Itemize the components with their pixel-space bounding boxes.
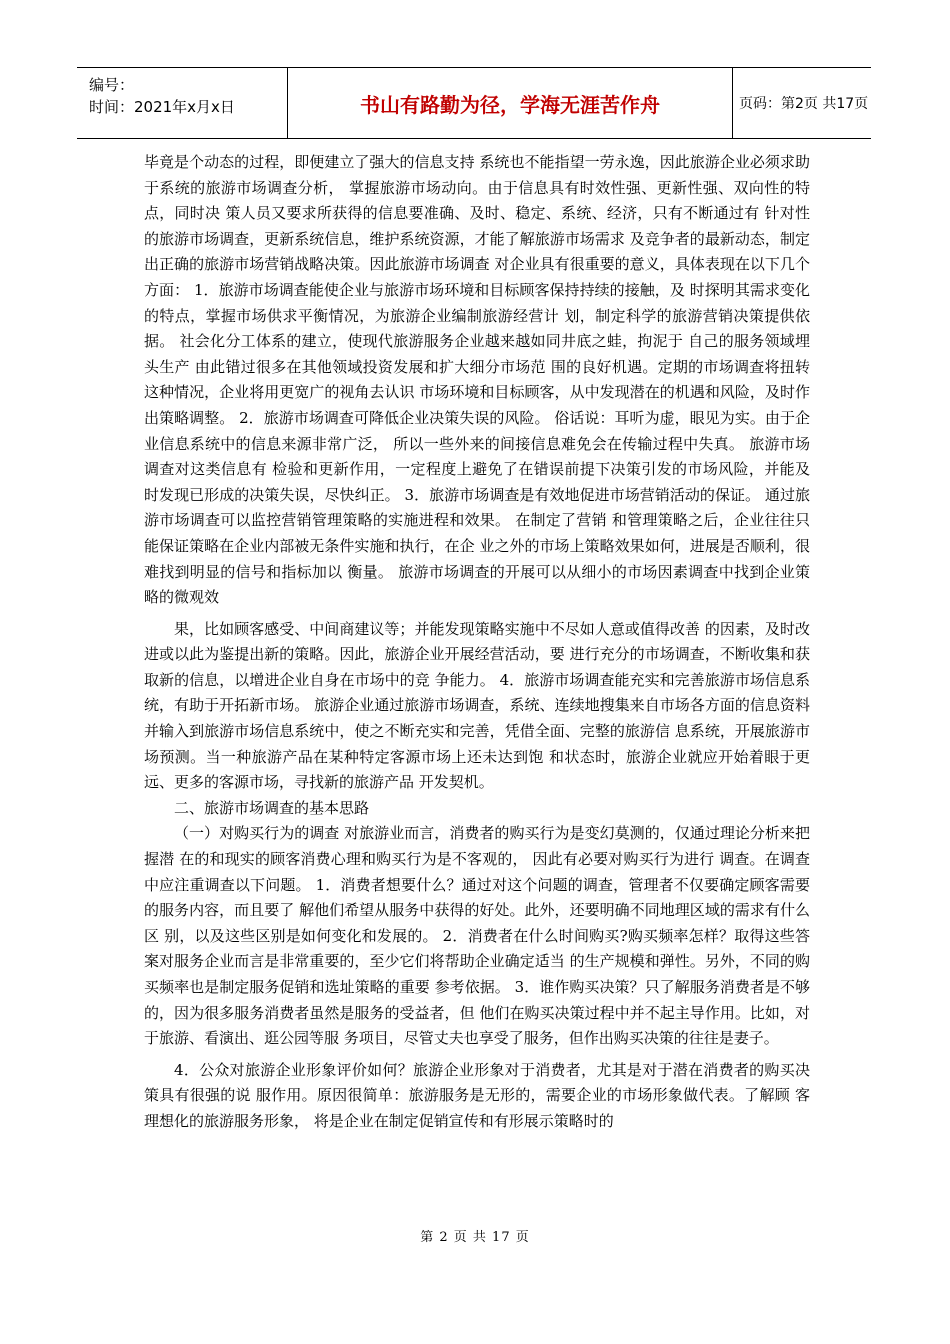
header-page-info: 页码：第2页 共17页 [739,96,869,112]
page-header [77,67,871,139]
header-meta [89,74,289,118]
body-paragraph: 毕竟是个动态的过程，即便建立了强大的信息支持 系统也不能指望一劳永逸，因此旅游企业必须求助于系统的旅游市场调查分析， 掌握旅游市场动向。由于信息具有时效性强、更新性强、双向性的特点，同时决 策人员又要求所获得的信息要准确、及时、稳定、系统、经济，只有不断通过有 针对性的旅游市场调查，更新系统信息，维护系统资源，才能了解旅游市场需求 及竞争者的最新动态，制定出正确的旅游市场营销战略决策。因此旅游市场调查 对企业具有很重要的意义，具体表现在以下几个方面： 1．旅游市场调查能使企业与旅游市场环境和目标顾客保持持续的接触，及 时探明其需求变化的特点，掌握市场供求平衡情况，为旅游企业编制旅游经营计 划，制定科学的旅游营销决策提供依据。 社会化分工体系的建立，使现代旅游服务企业越来越如同井底之蛙，拘泥于 自己的服务领域埋头生产 由此错过很多在其他领域投资发展和扩大细分市场范 围的良好机遇。定期的市场调查将扭转这种情况，企业将用更宽广的视角去认识 市场环境和目标顾客，从中发现潜在的机遇和风险，及时作出策略调整。 2．旅游市场调查可降低企业决策失误的风险。 俗话说：耳听为虚，眼见为实。由于企业信息系统中的信息来源非常广泛， 所以一些外来的间接信息难免会在传输过程中失真。 旅游市场调查对这类信息有 检验和更新作用，一定程度上避免了在错误前提下决策引发的市场风险，并能及 时发现已形成的决策失误，尽快纠正。 3．旅游市场调查是有效地促进市场营销活动的保证。 通过旅游市场调查可以监控营销管理策略的实施进程和效果。 在制定了营销 和管理策略之后，企业往往只能保证策略在企业内部被无条件实施和执行，在企 业之外的市场上策略效果如何，进展是否顺利，很难找到明显的信号和指标加以 衡量。 旅游市场调查的开展可以从细小的市场因素调查中找到企业策略的微观效 [144,153,810,607]
document-body [144,150,810,1135]
document-date: 时间：2021年x月x日 [89,98,235,116]
body-paragraph: （一）对购买行为的调查 对旅游业而言，消费者的购买行为是变幻莫测的，仅通过理论分析来把握潜 在的和现实的顾客消费心理和购买行为是不客观的， 因此有必要对购买行为进行 调查。在调查中应注重调查以下问题。 1．消费者想要什么？通过对这个问题的调查，管理者不仅要确定顾客需要的服务内容，而且要了 解他们希望从服务中获得的好处。此外，还要明确不同地理区域的需求有什么区 别，以及这些区别是如何变化和发展的。 2．消费者在什么时间购买?购买频率怎样？取得这些答案对服务企业而言是非常重要的，至少它们将帮助企业确定适当 的生产规模和弹性。另外，不同的购买频率也是制定服务促销和选址策略的重要 参考依据。 3．谁作购买决策？只了解服务消费者是不够的，因为很多服务消费者虽然是服务的受益者，但 他们在购买决策过程中并不起主导作用。比如，对于旅游、看演出、逛公园等服 务项目，尽管丈夫也享受了服务，但作出购买决策的往往是妻子。 [144,824,810,1048]
header-motto: 书山有路勤为径，学海无涯苦作舟 [287,68,733,138]
section-heading: 二、旅游市场调查的基本思路 [174,798,370,817]
body-paragraph: 4．公众对旅游企业形象评价如何？旅游企业形象对于消费者，尤其是对于潜在消费者的购买决策具有很强的说 服作用。原因很简单：旅游服务是无形的，需要企业的市场形象做代表。了解顾 客理想化的旅游服务形象， 将是企业在制定促销宣传和有形展示策略时的 [144,1060,810,1130]
page-footer: 第 2 页 共 17 页 [420,1230,530,1245]
body-paragraph: 果，比如顾客感受、中间商建议等；并能发现策略实施中不尽如人意或值得改善 的因素，及时改进或以此为鉴提出新的策略。因此，旅游企业开展经营活动，要 进行充分的市场调查，不断收集和获取新的信息，以增进企业自身在市场中的竞 争能力。 4．旅游市场调查能充实和完善旅游市场信息系统，有助于开拓新市场。 旅游企业通过旅游市场调查，系统、连续地搜集来自市场各方面的信息资料 并输入到旅游市场信息系统中，使之不断充实和完善，凭借全面、完整的旅游信 息系统，开展旅游市场预测。当一种旅游产品在某种特定客源市场上还未达到饱 和状态时，旅游企业就应开始着眼于更远、更多的客源市场，寻找新的旅游产品 开发契机。 [144,619,810,792]
document-code-label: 编号： [89,76,135,94]
